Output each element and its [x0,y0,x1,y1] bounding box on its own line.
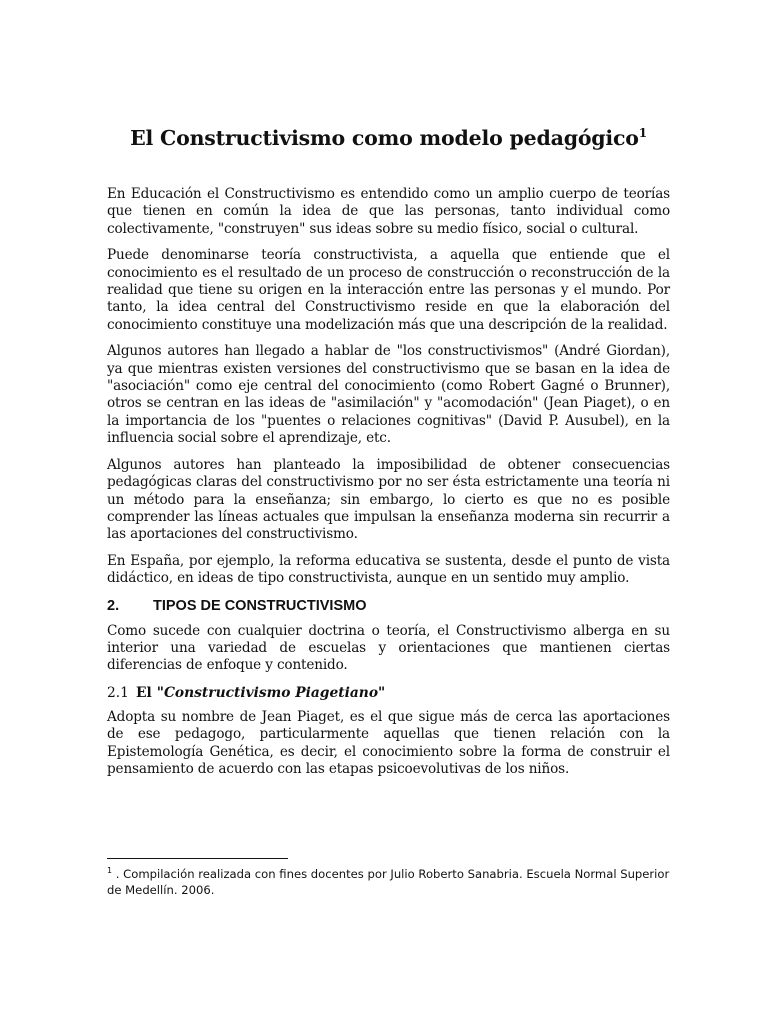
section-2-1-title: "Constructivismo Piagetiano" [156,684,386,701]
title-text: El Constructivismo como modelo pedagógico [130,126,639,150]
section-2-1-number: 2.1 [107,684,129,701]
paragraph-2: Puede denominarse teoría constructivista, a aquella que entiende que el conocimiento es el resultado de un proceso de construcción o reconstrucción de la realidad que tiene su origen en la interacción entre las personas y el mundo. Por tanto, la idea central del Constructivismo reside en que la elaboración del conocimiento constituye una modelización más que una descripción de la realidad. [107,247,670,333]
section-2-1-heading [107,684,670,702]
footnote [107,866,670,898]
paragraph-3: Algunos autores han llegado a hablar de "los constructivismos" (André Giordan), ya que mientras existen versiones del constructivismo que se basan en la idea de "asociación" como eje central del conocimiento (como Robert Gagné o Brunner), otros se centran en las ideas de "asimilación" y "acomodación" (Jean Piaget), o en la importancia de los "puentes o relaciones cognitivas" (David P. Ausubel), en la influencia social sobre el aprendizaje, etc. [107,343,670,447]
document-title [107,124,670,152]
section-2-heading [107,597,670,615]
footnote-mark: 1 [107,866,113,876]
paragraph-1: En Educación el Constructivismo es entendido como un amplio cuerpo de teorías que tienen en común la idea de que las personas, tanto individual como colectivamente, "construyen" sus ideas sobre su medio físico, social o cultural. [107,186,670,237]
paragraph-5: En España, por ejemplo, la reforma educativa se sustenta, desde el punto de vista didáctico, en ideas de tipo constructivista, aunque en un sentido muy amplio. [107,552,670,587]
document-page [107,124,670,787]
title-footnote-mark: 1 [638,126,647,141]
section-2-title: TIPOS DE CONSTRUCTIVISMO [153,597,367,614]
footnote-divider [107,858,288,859]
section-2-number: 2. [107,597,120,614]
section-2-1-paragraph: Adopta su nombre de Jean Piaget, es el que sigue más de cerca las aportaciones de ese pedagogo, particularmente aquellas que tienen relación con la Epistemología Genética, es decir, el conocimiento sobre la forma de construir el pensamiento de acuerdo con las etapas psicoevolutivas de los niños. [107,708,670,777]
section-2-paragraph: Como sucede con cualquier doctrina o teoría, el Constructivismo alberga en su interior una variedad de escuelas y orientaciones que mantienen ciertas diferencias de enfoque y contenido. [107,622,670,674]
paragraph-4: Algunos autores han planteado la imposibilidad de obtener consecuencias pedagógicas claras del constructivismo por no ser ésta estrictamente una teoría ni un método para la enseñanza; sin embargo, lo cierto es que no es posible comprender las líneas actuales que impulsan la enseñanza moderna sin recurrir a las aportaciones del constructivismo. [107,456,670,543]
footnote-text: . Compilación realizada con fines docentes por Julio Roberto Sanabria. Escuela Normal Superior de Medellín. 2006. [107,867,670,897]
section-2-1-lead: El [136,684,152,701]
